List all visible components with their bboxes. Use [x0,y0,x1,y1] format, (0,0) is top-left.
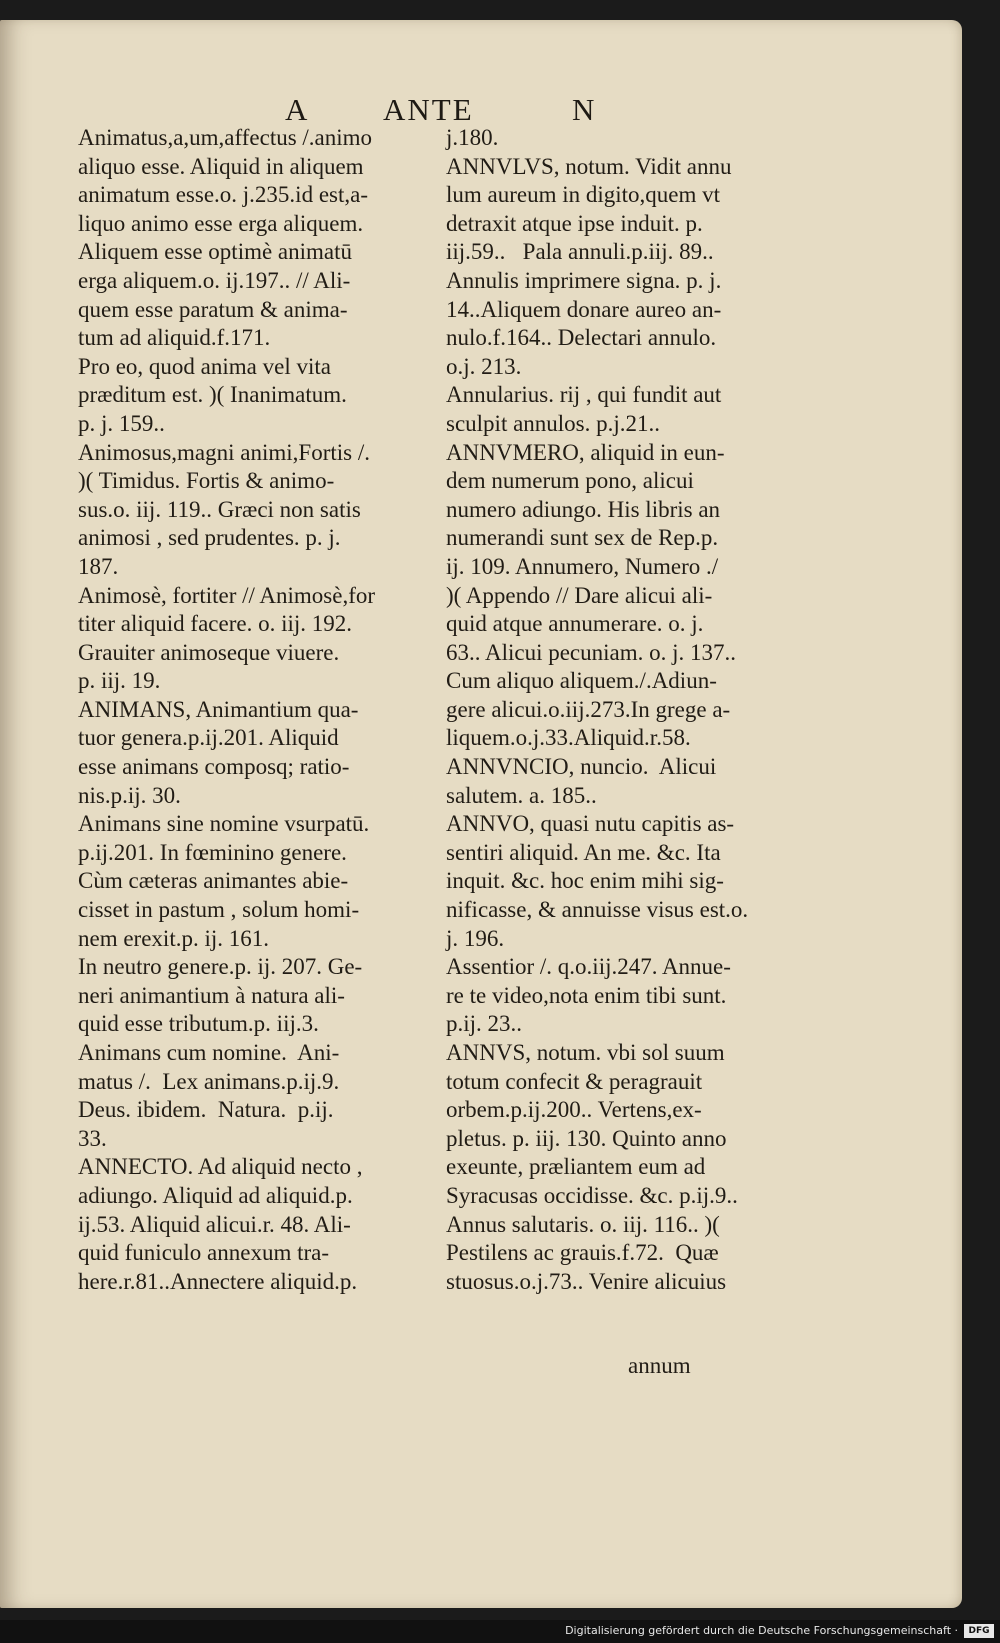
text-line: neri animantium à natura ali- [78,982,345,1008]
text-line: Animans sine nomine vsurpatū. [78,811,370,837]
text-line: numerandi sunt sex de Rep.p. [446,525,719,551]
text-line: Deus. ibidem. Natura. p.ij. [78,1097,334,1123]
text-line: quid atque annumerare. o. j. [446,611,704,637]
text-line: nificasse, & annuisse visus est.o. [446,897,749,923]
text-line: præditum est. )( Inanimatum. [78,382,347,408]
text-line: Animosus,magni animi,Fortis /. [78,439,370,465]
text-line: Grauiter animoseque viuere. [78,639,340,665]
header-left-letter: A [285,92,310,127]
text-line: Cum aliquo aliquem./.Adiun- [446,668,717,694]
header-right-letter: N [572,92,597,127]
text-line: j.180. [446,125,499,150]
text-line: 63.. Alicui pecuniam. o. j. 137.. [446,639,737,665]
text-line: esse animans composq; ratio- [78,754,350,780]
text-line: o.j. 213. [446,353,522,379]
text-line: aliquo esse. Aliquid in aliquem [78,153,364,179]
text-line: lum aureum in digito,quem vt [446,182,721,208]
left-text-column [78,124,375,1296]
text-line: p.ij. 23.. [446,1011,523,1037]
text-line: Animatus,a,um,affectus /.animo [78,125,373,150]
text-line: orbem.p.ij.200.. Vertens,ex- [446,1097,702,1123]
text-line: 33. [78,1125,107,1151]
text-line: titer aliquid facere. o. iij. 192. [78,611,352,637]
text-line: Animosè, fortiter // Animosè,for [78,582,376,608]
text-line: ANNVO, quasi nutu capitis as- [446,811,735,837]
text-line: Annularius. rij , qui fundit aut [446,382,722,408]
text-line: cisset in pastum , solum homi- [78,897,360,923]
text-line: tuor genera.p.ij.201. Aliquid [78,725,339,751]
text-line: erga aliquem.o. ij.197.. // Ali- [78,267,351,293]
text-line: ANNVS, notum. vbi sol suum [446,1040,725,1065]
text-line: ij. 109. Annumero, Numero ./ [446,553,719,579]
text-line: Pestilens ac grauis.f.72. Quæ [446,1240,719,1266]
text-line: j. 196. [446,925,505,951]
text-line: ANNVNCIO, nuncio. Alicui [446,754,717,780]
text-line: ANNECTO. Ad aliquid necto , [78,1154,363,1180]
header-center-word: ANTE [383,92,474,127]
text-line: p. j. 159.. [78,410,165,436]
text-line: 14..Aliquem donare aureo an- [446,296,722,322]
text-line: animosi , sed prudentes. p. j. [78,525,341,551]
text-line: re te video,nota enim tibi sunt. [446,982,727,1008]
text-line: matus /. Lex animans.p.ij.9. [78,1068,340,1094]
text-line: exeunte, præliantem eum ad [446,1154,706,1180]
text-line: salutem. a. 185.. [446,782,597,808]
text-line: In neutro genere.p. ij. 207. Ge- [78,954,363,980]
text-line: )( Timidus. Fortis & animo- [78,468,335,494]
text-line: Annulis imprimere signa. p. j. [446,267,722,293]
text-line: ANNVLVS, notum. Vidit annu [446,153,732,179]
right-text-column [446,124,748,1296]
text-line: sus.o. iij. 119.. Græci non satis [78,496,361,522]
text-line: ANIMANS, Animantium qua- [78,696,359,722]
text-line: Cùm cæteras animantes abie- [78,868,349,894]
text-line: ij.53. Aliquid alicui.r. 48. Ali- [78,1211,351,1237]
text-line: )( Appendo // Dare alicui ali- [446,582,713,608]
text-line: Assentior /. q.o.iij.247. Annue- [446,954,731,980]
text-line: liquo animo esse erga aliquem. [78,210,364,236]
text-line: 187. [78,553,119,579]
text-line: nem erexit.p. ij. 161. [78,925,269,951]
text-line: ANNVMERO, aliquid in eun- [446,439,725,465]
text-line: p.ij.201. In fœminino genere. [78,839,347,865]
text-line: inquit. &c. hoc enim mihi sig- [446,868,724,894]
text-line: adiungo. Aliquid ad aliquid.p. [78,1182,353,1208]
text-line: dem numerum pono, alicui [446,468,694,494]
text-line: gere alicui.o.iij.273.In grege a- [446,696,731,722]
text-line: Animans cum nomine. Ani- [78,1040,340,1065]
digitization-credit: Digitalisierung gefördert durch die Deutsche Forschungsgemeinschaft · [565,1624,958,1637]
text-line: p. iij. 19. [78,668,161,694]
text-line: sculpit annulos. p.j.21.. [446,410,661,436]
dfg-logo-badge: DFG [964,1624,994,1638]
text-line: detraxit atque ipse induit. p. [446,210,703,236]
text-line: nis.p.ij. 30. [78,782,181,808]
text-line: numero adiungo. His libris an [446,496,721,522]
text-line: Syracusas occidisse. &c. p.ij.9.. [446,1182,738,1208]
text-line: iij.59.. Pala annuli.p.iij. 89.. [446,239,714,265]
text-line: liquem.o.j.33.Aliquid.r.58. [446,725,691,751]
text-line: stuosus.o.j.73.. Venire alicuius [446,1268,727,1294]
running-header [0,92,962,128]
text-line: here.r.81..Annectere aliquid.p. [78,1268,358,1294]
text-line: animatum esse.o. j.235.id est,a- [78,182,368,208]
text-line: sentiri aliquid. An me. &c. Ita [446,839,721,865]
text-line: Aliquem esse optimè animatū [78,239,353,265]
text-line: quem esse paratum & anima- [78,296,348,322]
text-line: quid esse tributum.p. iij.3. [78,1011,319,1037]
text-line: totum confecit & peragrauit [446,1068,703,1094]
catchword: annum [628,1353,691,1378]
text-line: Pro eo, quod anima vel vita [78,353,331,379]
text-line: nulo.f.164.. Delectari annulo. [446,325,717,351]
text-line: Annus salutaris. o. iij. 116.. )( [446,1211,720,1237]
text-line: tum ad aliquid.f.171. [78,325,271,351]
text-line: quid funiculo annexum tra- [78,1240,330,1266]
text-line: pletus. p. iij. 130. Quinto anno [446,1125,727,1151]
